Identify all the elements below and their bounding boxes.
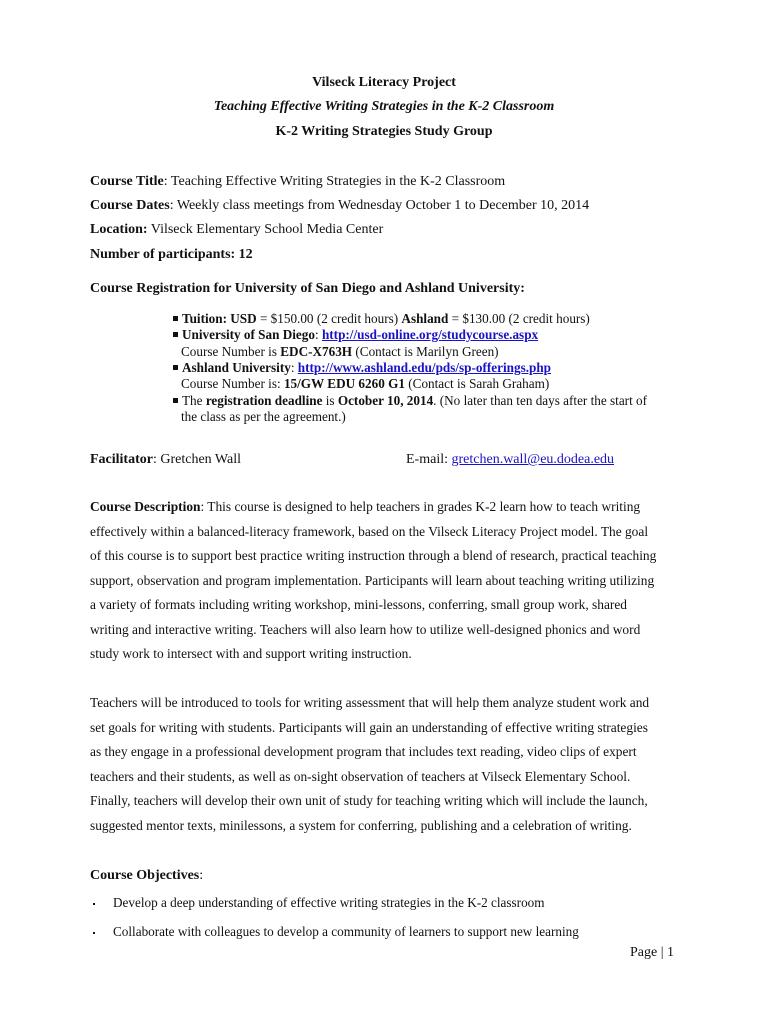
assessment-line-5: Finally, teachers will develop their own unit of study for teaching writing which will include the launch, bbox=[90, 793, 648, 808]
course-dates-line bbox=[90, 197, 589, 214]
deadline-pre: The bbox=[182, 393, 206, 408]
project-title: Vilseck Literacy Project bbox=[312, 75, 456, 90]
deadline-date: October 10, 2014 bbox=[337, 393, 434, 408]
usd-course-line bbox=[181, 344, 499, 360]
course-dates-value: : Weekly class meetings from Wednesday October 1 to December 10, 2014 bbox=[169, 198, 590, 213]
deadline-item bbox=[173, 393, 647, 409]
assessment-line-3: as they engage in a professional development program that includes text reading, video clips of expert bbox=[90, 744, 637, 759]
course-title-label: Course Title bbox=[90, 174, 164, 189]
ashland-course-line bbox=[181, 376, 549, 392]
tuition-label: Tuition: USD bbox=[182, 311, 257, 326]
tuition-ashland-label: Ashland bbox=[401, 311, 449, 326]
description-line-1: : This course is designed to help teachers in grades K-2 learn how to teach writing bbox=[200, 499, 641, 514]
objective-bullet-icon bbox=[93, 924, 95, 942]
assessment-line-2: set goals for writing with students. Participants will gain an understanding of effective writing strategies bbox=[90, 719, 648, 735]
description-line-5: a variety of formats including writing workshop, mini-lessons, conferring, small group work, shared bbox=[90, 597, 628, 612]
objectives-heading bbox=[90, 867, 203, 884]
facilitator-label: Facilitator bbox=[90, 452, 153, 467]
usd-course-prefix: Course Number is bbox=[181, 344, 281, 359]
bullet-icon bbox=[173, 316, 178, 321]
usd-course-number: EDC-X763H bbox=[280, 344, 353, 359]
objectives-colon: : bbox=[199, 868, 204, 883]
description-line-7: study work to intersect with and support writing instruction. bbox=[90, 646, 412, 661]
course-title-value: : Teaching Effective Writing Strategies in the K-2 Classroom bbox=[163, 174, 506, 189]
location-line bbox=[90, 221, 383, 238]
usd-contact: (Contact is Marilyn Green) bbox=[352, 344, 499, 359]
location-value: Vilseck Elementary School Media Center bbox=[147, 222, 384, 237]
bullet-icon bbox=[173, 398, 178, 403]
course-description-label: Course Description bbox=[90, 499, 201, 514]
deadline-label: registration deadline bbox=[205, 393, 323, 408]
study-group-title: K-2 Writing Strategies Study Group bbox=[275, 124, 493, 139]
course-dates-label: Course Dates bbox=[90, 198, 170, 213]
deadline-mid: is bbox=[322, 393, 338, 408]
bullet-icon bbox=[173, 365, 178, 370]
description-line-4: support, observation and program implementation. Participants will learn about teaching writing utilizing bbox=[90, 572, 655, 588]
assessment-line-1: Teachers will be introduced to tools for writing assessment that will help them analyze student work and bbox=[90, 695, 650, 710]
description-line-6: writing and interactive writing. Teachers will also learn how to utilize well-designed phonics and word bbox=[90, 621, 641, 637]
objective-item-1: Develop a deep understanding of effective writing strategies in the K-2 classroom bbox=[113, 895, 545, 910]
assessment-paragraph bbox=[90, 691, 690, 838]
usd-item bbox=[173, 327, 538, 343]
registration-heading: Course Registration for University of San Diego and Ashland University: bbox=[90, 281, 525, 296]
usd-label: University of San Diego bbox=[182, 327, 315, 342]
deadline-post: . (No later than ten days after the start of bbox=[433, 393, 648, 408]
ashland-course-prefix: Course Number is: bbox=[181, 376, 284, 391]
objective-bullet-icon bbox=[93, 895, 95, 913]
tuition-usd: = $150.00 (2 credit hours) bbox=[256, 311, 402, 326]
participants-line: Number of participants: 12 bbox=[90, 247, 253, 262]
email-label: E-mail: bbox=[406, 452, 452, 467]
ashland-link[interactable]: http://www.ashland.edu/pds/sp-offerings.php bbox=[297, 360, 552, 375]
course-subtitle: Teaching Effective Writing Strategies in the K-2 Classroom bbox=[213, 99, 555, 114]
description-line-2: effectively within a balanced-literacy framework, based on the Vilseck Literacy Project model. The goal bbox=[90, 523, 649, 539]
description-line-3: of this course is to support best practice writing instruction through a blend of research, practical teaching bbox=[90, 548, 657, 563]
usd-sep: : bbox=[314, 327, 322, 342]
location-label: Location: bbox=[90, 222, 148, 237]
facilitator-value: : Gretchen Wall bbox=[152, 452, 242, 467]
ashland-course-number: 15/GW EDU 6260 G1 bbox=[283, 376, 405, 391]
ashland-contact: (Contact is Sarah Graham) bbox=[404, 376, 550, 391]
ashland-label: Ashland University bbox=[182, 360, 291, 375]
ashland-item bbox=[173, 360, 551, 376]
bullet-icon bbox=[173, 332, 178, 337]
course-description-paragraph bbox=[90, 495, 690, 667]
usd-link[interactable]: http://usd-online.org/studycourse.aspx bbox=[321, 327, 539, 342]
tuition-ashland: = $130.00 (2 credit hours) bbox=[448, 311, 590, 326]
assessment-line-4: teachers and their students, as well as on-sight observation of teachers at Vilseck Elementary School. bbox=[90, 768, 631, 784]
assessment-line-6: suggested mentor texts, minilessons, a system for conferring, publishing and a celebration of writing. bbox=[90, 817, 632, 833]
deadline-line2: the class as per the agreement.) bbox=[181, 409, 346, 424]
objective-item-2: Collaborate with colleagues to develop a community of learners to support new learning bbox=[113, 924, 579, 939]
facilitator-line bbox=[90, 451, 241, 468]
tuition-item bbox=[173, 311, 590, 327]
email-line bbox=[406, 451, 614, 468]
course-title-line bbox=[90, 173, 505, 190]
ashland-sep: : bbox=[290, 360, 298, 375]
page-number: Page | 1 bbox=[630, 945, 675, 960]
objectives-label: Course Objectives bbox=[90, 868, 200, 883]
email-link[interactable]: gretchen.wall@eu.dodea.edu bbox=[451, 452, 615, 467]
